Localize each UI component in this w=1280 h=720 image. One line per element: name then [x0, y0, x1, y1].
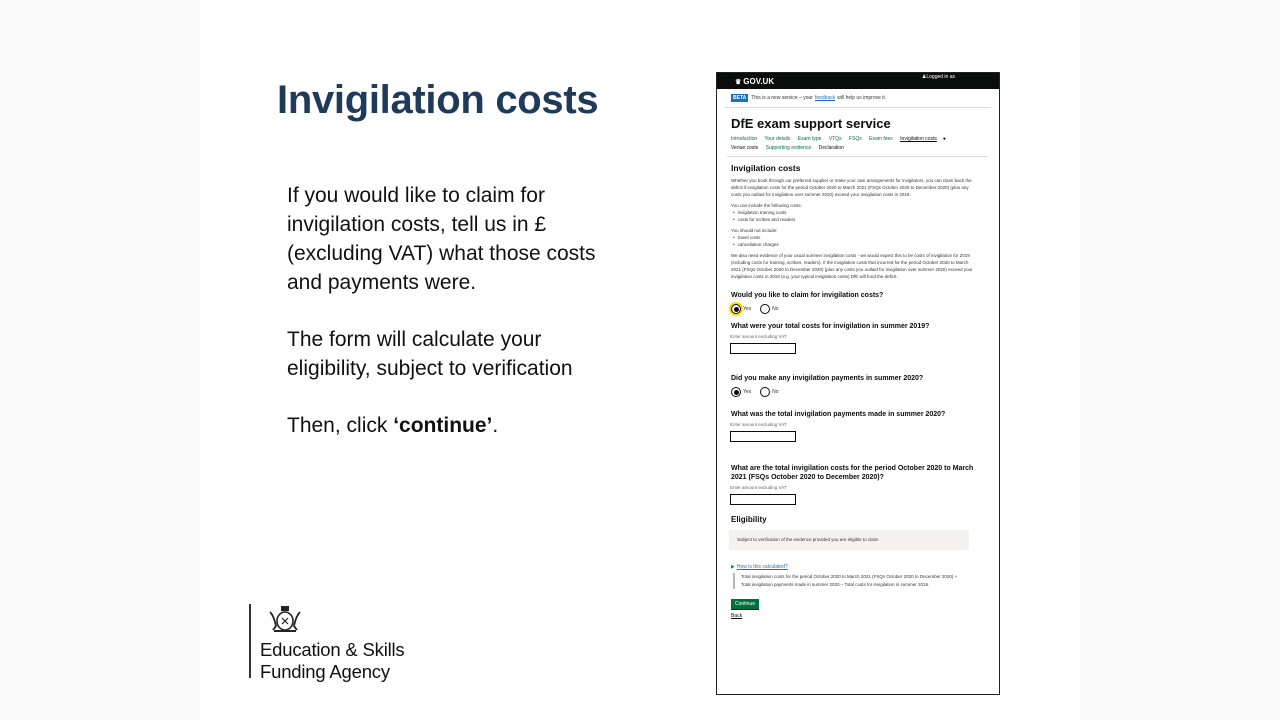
- claim-yes-label[interactable]: Yes: [743, 306, 752, 312]
- question-period-costs: What are the total invigilation costs for the period October 2020 to March 2021 (FSQs October 2020 to December 2020)?: [731, 465, 974, 481]
- para3-continue: ‘continue’: [393, 414, 493, 437]
- calculation-details: [717, 550, 999, 589]
- govuk-header: [717, 73, 999, 89]
- question-claim: Would you like to claim for invigilation costs?: [731, 292, 884, 299]
- summer-2019-input[interactable]: [730, 343, 796, 354]
- slide-paragraph-3: [287, 411, 607, 440]
- slide-margin-left: [0, 0, 200, 720]
- slide-paragraph-2: The form will calculate your eligibility, subject to verification: [287, 328, 573, 380]
- phase-banner: BETA This is a new service – your feedback will help us improve it.: [733, 95, 887, 101]
- nav-exam-type[interactable]: Exam type: [797, 136, 822, 142]
- payments-no-radio[interactable]: [760, 387, 770, 397]
- crown-icon: ♛: [735, 78, 742, 86]
- slide-title: Invigilation costs: [277, 78, 599, 122]
- nav-declaration[interactable]: Declaration: [818, 145, 844, 151]
- para3-prefix: Then, click: [287, 414, 394, 437]
- intro-paragraph: Whether you book through our preferred supplier or make your own arrangements for invigilators, you can claim back the deficit if invigilation costs for the period October 2020 to March 2021 (FSQs October 2020 to December 2020) (plus any costs you outlaid for invigilation over summer 2020) exceed your invigilation costs in 2019.: [731, 178, 972, 197]
- task-nav: [717, 131, 967, 153]
- claim-radios: [717, 300, 999, 314]
- list-item: • cancellation charges: [731, 241, 977, 248]
- nav-introduction[interactable]: Introduction: [731, 136, 758, 142]
- logged-in-link[interactable]: ♟Logged in as: [921, 74, 955, 80]
- triangle-right-icon: ▶: [731, 564, 735, 570]
- list-item: • travel costs: [731, 234, 977, 241]
- details-text: Total invigilation costs for the period October 2020 to March 2021 (FSQs October 2020 to December 2020) + Total invigilation payments made in summer 2020 – Total costs for invigilation in summer 2019.: [733, 573, 963, 589]
- hint-payments-total: Enter amount excluding VAT: [730, 422, 787, 427]
- nav-venue-costs[interactable]: Venue costs: [731, 145, 759, 151]
- payments-total-input[interactable]: [730, 431, 796, 442]
- section-heading: Invigilation costs: [731, 163, 801, 173]
- payments-radios: [717, 383, 999, 397]
- question-summer-2019: What were your total costs for invigilation in summer 2019?: [731, 323, 930, 330]
- esfa-logo: [249, 604, 405, 682]
- payments-yes-label[interactable]: Yes: [743, 389, 752, 395]
- hint-period-costs: Enter amount excluding VAT: [730, 485, 787, 490]
- embedded-screenshot: [716, 72, 1000, 695]
- question-payments-2020: Did you make any invigilation payments in summer 2020?: [731, 375, 924, 382]
- continue-button[interactable]: Continue: [731, 599, 759, 609]
- para3-suffix: .: [492, 414, 499, 437]
- nav-invigilation-costs[interactable]: Invigilation costs: [900, 136, 937, 142]
- nav-fsqs[interactable]: FSQs: [848, 136, 862, 142]
- exclude-list: [731, 234, 977, 248]
- evidence-paragraph: We also need evidence of your usual summer invigilation costs - we would expect this to be costs of invigilation for 2019 (including costs for training, scribes, readers). If the invigilation costs that incurred for the period October 2020 to March 2021 (FSQs October 2020 to December 2020) (plus any costs you outlaid for invigilation over summer 2020) exceed your invigilation costs in 2019 (e.g. your typical invigilation costs) DfE will fund the deficit.: [731, 253, 973, 279]
- question-payments-total: What was the total invigilation payments made in summer 2020?: [731, 411, 946, 418]
- logo-line-1: Education & Skills: [260, 639, 405, 660]
- include-label: You can include the following costs:: [731, 203, 802, 208]
- claim-yes-radio[interactable]: [731, 304, 741, 314]
- feedback-link[interactable]: feedback: [814, 95, 836, 101]
- nav-exam-fees[interactable]: Exam fees: [869, 136, 893, 142]
- service-name: DfE exam support service: [731, 116, 891, 131]
- nav-vtqs[interactable]: VTQs: [828, 136, 842, 142]
- hint-summer-2019: Enter amount excluding VAT: [730, 334, 787, 339]
- intro-text: [717, 173, 999, 280]
- beta-tag: BETA: [733, 95, 747, 101]
- claim-no-label[interactable]: No: [772, 306, 779, 312]
- list-item: • costs for scribes and readers: [731, 216, 977, 223]
- nav-your-details[interactable]: Your details: [764, 136, 791, 142]
- back-link[interactable]: Back: [731, 613, 743, 619]
- period-costs-input[interactable]: [730, 494, 796, 505]
- slide-body: [287, 181, 607, 468]
- list-item: • invigilation training costs: [731, 209, 977, 216]
- info-icon: ●: [942, 136, 946, 142]
- eligibility-heading: Eligibility: [731, 515, 767, 524]
- nav-supporting-evidence[interactable]: Supporting evidence: [765, 145, 812, 151]
- govuk-logo[interactable]: ♛ GOV.UK: [735, 76, 775, 86]
- payments-yes-radio[interactable]: [731, 387, 741, 397]
- exclude-label: You should not include:: [731, 228, 778, 233]
- claim-no-radio[interactable]: [760, 304, 770, 314]
- logo-line-2: Funding Agency: [260, 661, 390, 682]
- details-summary[interactable]: How is this calculated?: [736, 564, 788, 570]
- include-list: [731, 209, 977, 223]
- eligibility-panel: Subject to verification of the evidence provided you are eligible to claim: [729, 530, 969, 550]
- payments-no-label[interactable]: No: [772, 389, 779, 395]
- royal-crest-icon: [266, 604, 304, 634]
- slide-paragraph-1: If you would like to claim for invigilation costs, tell us in £ (excluding VAT) what those costs and payments were.: [287, 184, 596, 294]
- slide-margin-right: [1080, 0, 1280, 720]
